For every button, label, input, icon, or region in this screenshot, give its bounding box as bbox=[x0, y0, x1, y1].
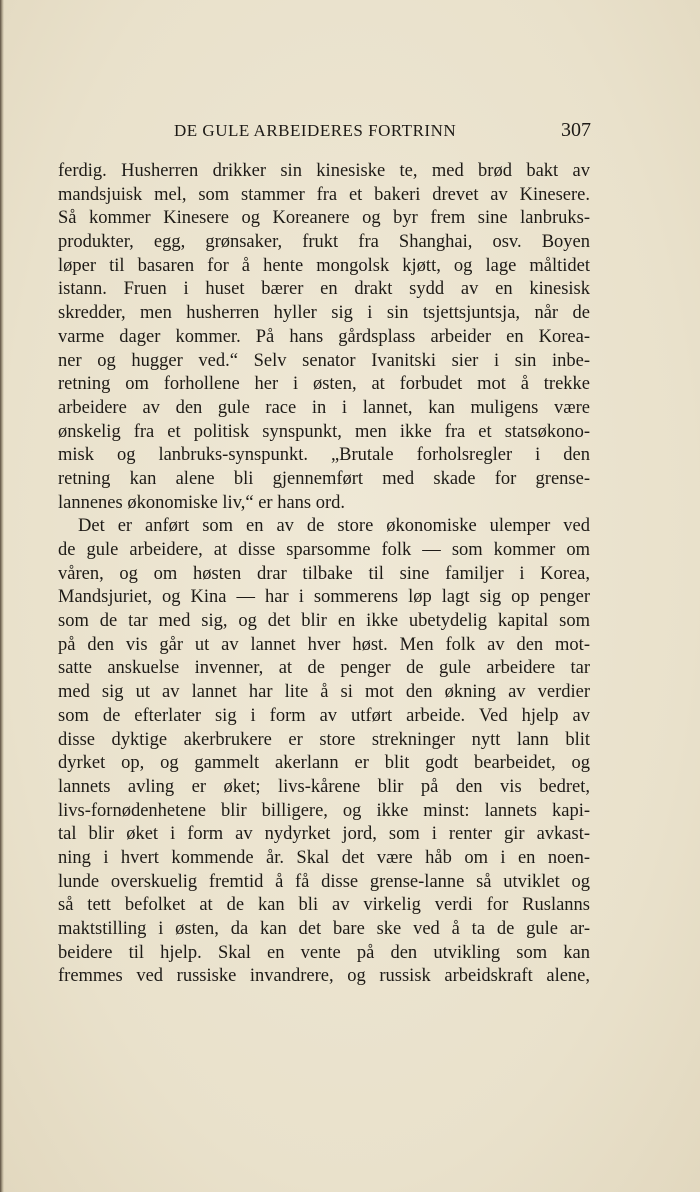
body-text bbox=[58, 160, 590, 989]
running-head: DE GULE ARBEIDERES FORTRINN bbox=[174, 121, 457, 140]
paragraph-first-line: Det er anført som en av de store økonomiske ulemper ved bbox=[78, 516, 590, 537]
text-line: livs-fornødenhetene blir billigere, og ikke minst: lannets kapi- bbox=[58, 800, 590, 821]
text-line: dyrket op, og gammelt akerlann er blit godt bearbeidet, og bbox=[58, 753, 590, 774]
text-line: så tett befolket at de kan bli av virkelig verdi for Ruslanns bbox=[58, 895, 590, 916]
binding-edge bbox=[0, 0, 4, 1192]
text-line: beidere til hjelp. Skal en vente på den utvikling som kan bbox=[58, 942, 590, 963]
text-line: ner og hugger ved.“ Selv senator Ivanitski sier i sin inbe- bbox=[58, 350, 590, 371]
text-line: retning om forhollene her i østen, at forbudet mot å trekke bbox=[58, 374, 590, 395]
text-line: satte anskuelse invenner, at de penger de gule arbeidere tar bbox=[58, 658, 590, 679]
text-line: mandsjuisk mel, som stammer fra et bakeri drevet av Kinesere. bbox=[58, 184, 590, 205]
text-line: ning i hvert kommende år. Skal det være håb om i en noen- bbox=[58, 847, 590, 868]
text-line: på den vis går ut av lannet hver høst. Men folk av den mot- bbox=[58, 634, 590, 655]
text-line: arbeidere av den gule race in i lannet, kan muligens være bbox=[58, 397, 590, 418]
text-line: ferdig. Husherren drikker sin kinesiske te, med brød bakt av bbox=[58, 161, 590, 181]
text-line: maktstilling i østen, da kan det bare ske ved å ta de gule ar- bbox=[58, 919, 590, 939]
text-line: lunde overskuelig fremtid å få disse grense-lanne så utviklet og bbox=[58, 871, 590, 892]
text-line: Mandsjuriet, og Kina — har i sommerens løp lagt sig op penger bbox=[58, 587, 590, 608]
text-line: som de efterlater sig i form av utført arbeide. Ved hjelp av bbox=[58, 705, 590, 726]
text-line: misk og lanbruks-synspunkt. „Brutale forholsregler i den bbox=[58, 445, 590, 466]
text-line: istann. Fruen i huset bærer en drakt sydd av en kinesisk bbox=[58, 279, 590, 300]
text-line: lannets avling er øket; livs-kårene blir på den vis bedret, bbox=[58, 776, 590, 797]
text-line: produkter, egg, grønsaker, frukt fra Shanghai, osv. Boyen bbox=[58, 232, 590, 253]
text-line: tal blir øket i form av nydyrket jord, som i renter gir avkast- bbox=[58, 824, 590, 845]
text-line: skredder, men husherren hyller sig i sin tsjettsjuntsja, når de bbox=[58, 303, 590, 324]
text-line: retning kan alene bli gjennemført med skade for grense- bbox=[58, 468, 590, 489]
text-line: våren, og om høsten drar tilbake til sine familjer i Korea, bbox=[58, 563, 590, 584]
text-line: ønskelig fra et politisk synspunkt, men ikke fra et statsøkono- bbox=[58, 421, 590, 442]
text-line: løper til basaren for å hente mongolsk kjøtt, og lage måltidet bbox=[58, 255, 590, 276]
text-line: disse dyktige akerbrukere er store strekninger nytt lann blit bbox=[58, 729, 590, 750]
text-line: med sig ut av lannet har lite å si mot den økning av verdier bbox=[58, 682, 590, 703]
text-line: fremmes ved russiske invandrere, og russisk arbeidskraft alene, bbox=[58, 966, 590, 987]
page-number: 307 bbox=[561, 119, 591, 141]
text-line: de gule arbeidere, at disse sparsomme folk — som kommer om bbox=[58, 540, 590, 560]
paragraph-last-line: lannenes økonomiske liv,“ er hans ord. bbox=[58, 492, 346, 513]
text-line: som de tar med sig, og det blir en ikke ubetydelig kapital som bbox=[58, 611, 590, 632]
text-line: Så kommer Kinesere og Koreanere og byr frem sine lanbruks- bbox=[58, 208, 590, 229]
text-line: varme dager kommer. På hans gårdsplass arbeider en Korea- bbox=[58, 326, 590, 347]
